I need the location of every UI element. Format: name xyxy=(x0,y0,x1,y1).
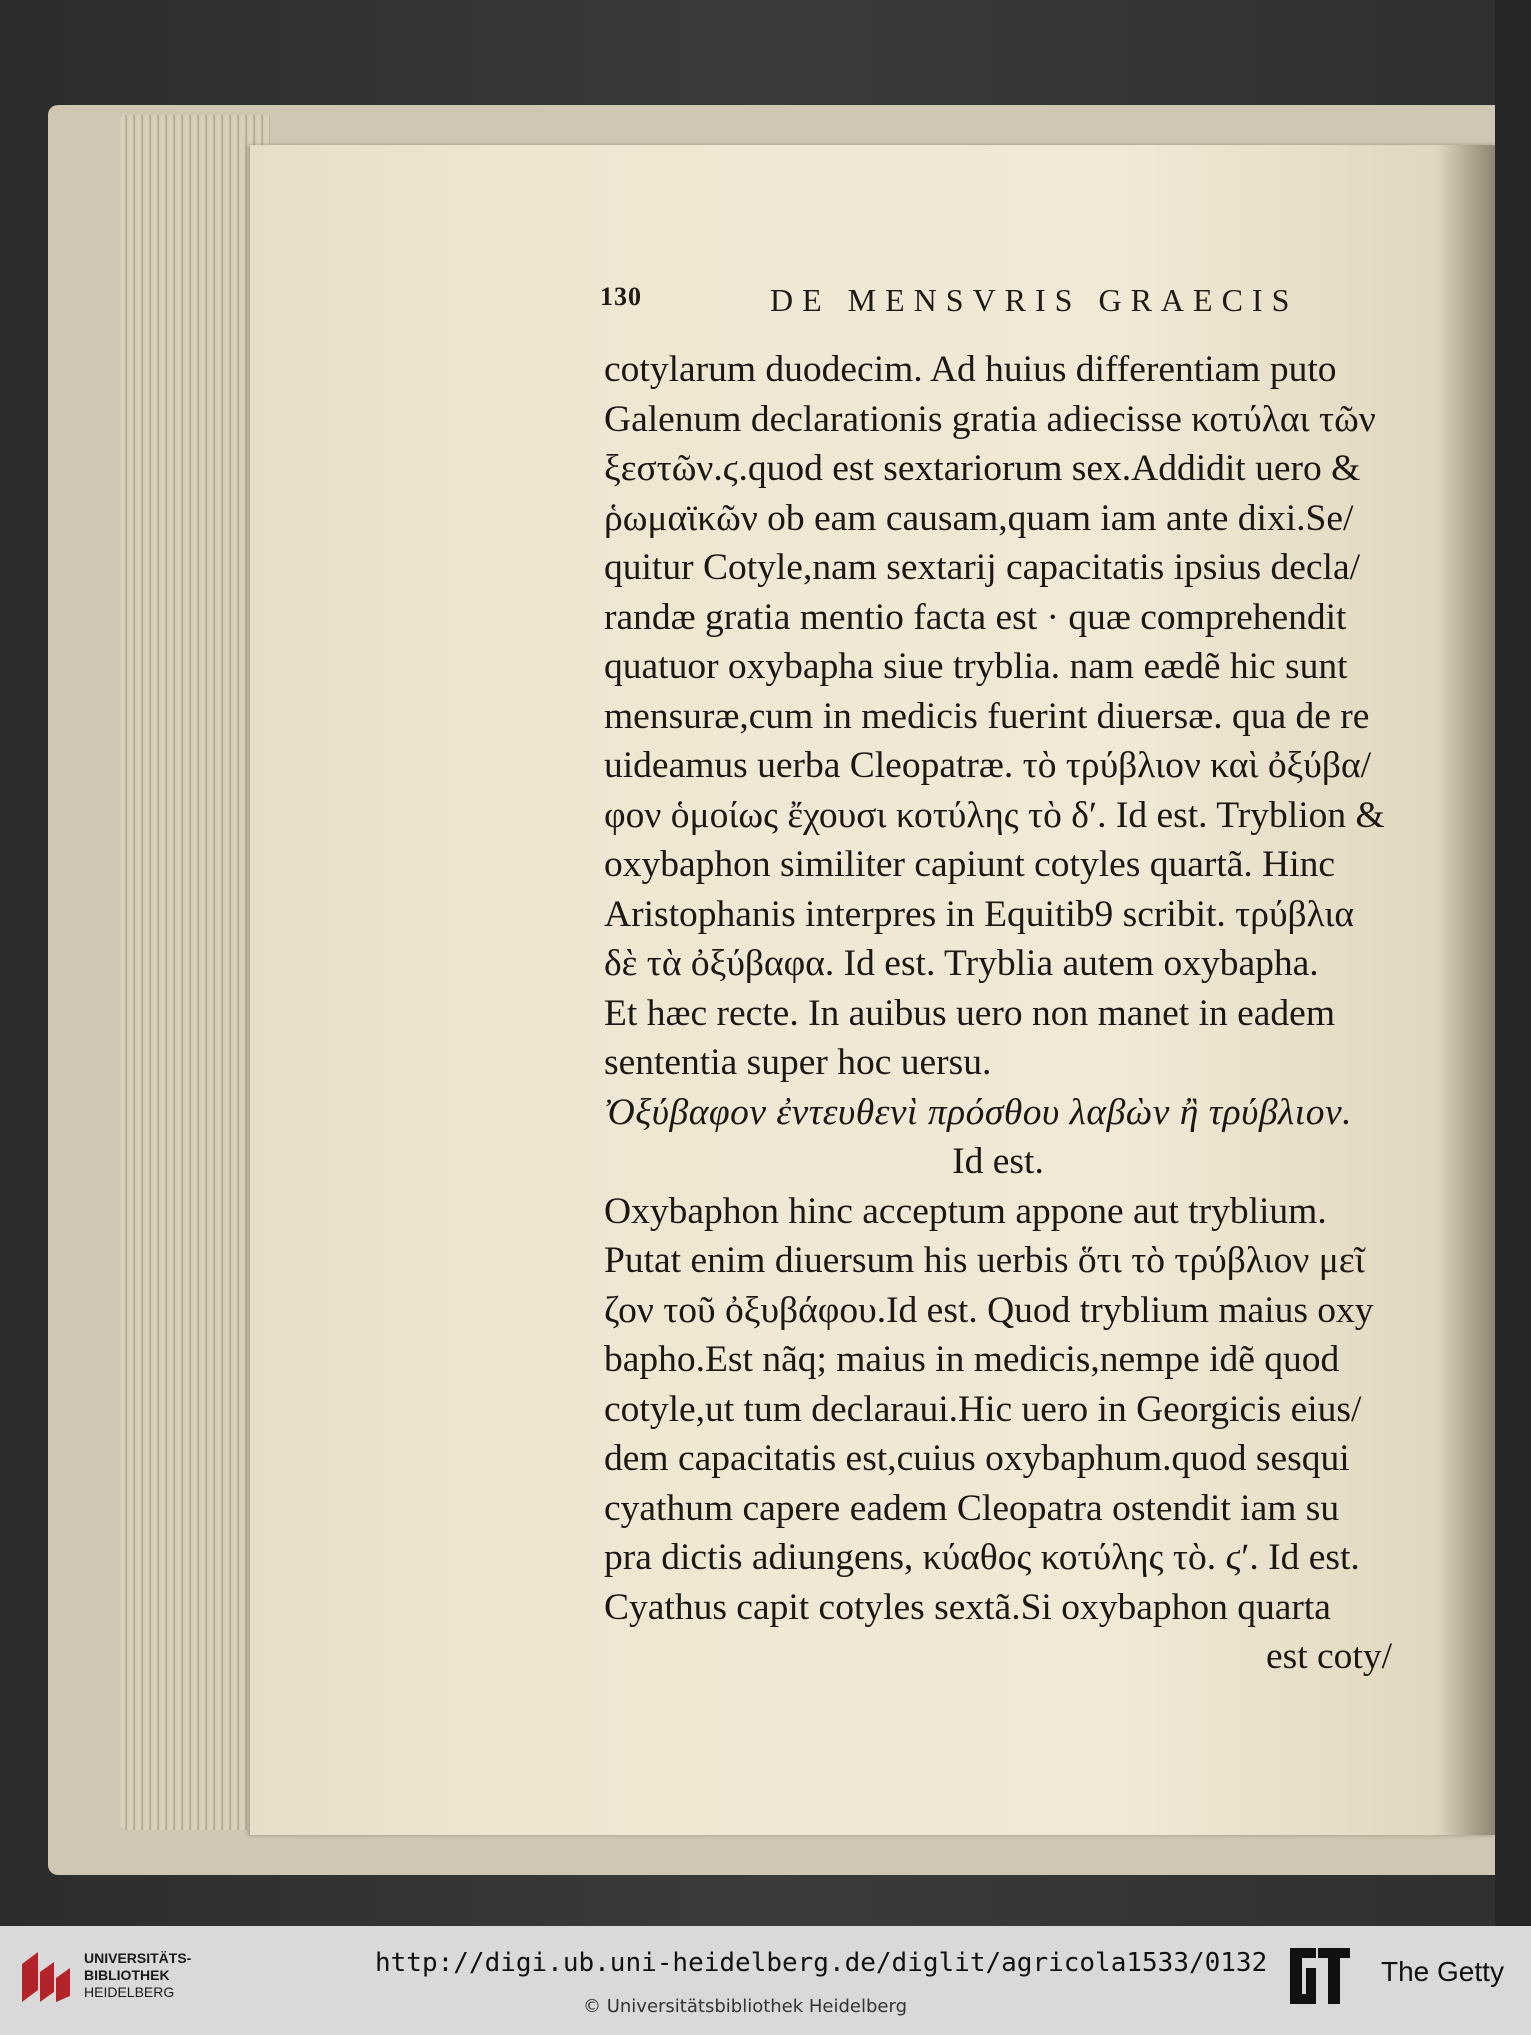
page-header xyxy=(600,282,1410,330)
text-line: Cyathus capit cotyles sextã.Si oxybaphon quarta xyxy=(604,1586,1331,1628)
text-line: ῥωμαϊκῶν ob eam causam,quam iam ante dixi.Se/ xyxy=(604,497,1354,539)
folio-number: 130 xyxy=(600,282,642,311)
text-line: Et hæc recte. In auibus uero non manet in eadem xyxy=(604,992,1335,1034)
catchword: est coty/ xyxy=(1265,1636,1392,1677)
page-edges xyxy=(120,115,270,1830)
text-line: δὲ τὰ ὀξύβαφα. Id est. Tryblia autem oxybapha. xyxy=(604,943,1319,984)
viewer-footer xyxy=(0,1926,1531,2035)
text-line: cyathum capere eadem Cleopatra ostendit iam su xyxy=(604,1487,1340,1529)
ub-heidelberg-logo-icon xyxy=(18,1948,74,2006)
text-line: bapho.Est nãq; maius in medicis,nempe idẽ quod xyxy=(604,1339,1340,1380)
text-line: oxybaphon similiter capiunt cotyles quartã. Hinc xyxy=(604,844,1336,885)
facing-page-edge xyxy=(1495,0,1531,1926)
text-line: pra dictis adiungens, κύαθος κοτύλης τὸ. ϛʹ. Id est. xyxy=(604,1537,1360,1578)
library-name-line: HEIDELBERG xyxy=(84,1984,175,2000)
text-line: ξεστῶν.ϛ.quod est sextariorum sex.Addidit uero & xyxy=(604,448,1361,489)
running-head: DE MENSVRIS GRAECIS xyxy=(770,282,1299,318)
text-line: cotyle,ut tum declaraui.Hic uero in Georgicis eius/ xyxy=(604,1388,1362,1430)
copyright-notice: © Universitätsbibliothek Heidelberg xyxy=(583,1996,908,2017)
text-line: dem capacitatis est,cuius oxybaphum.quod sesqui xyxy=(604,1438,1350,1479)
library-name-line: BIBLIOTHEK xyxy=(84,1967,170,1983)
library-logo[interactable] xyxy=(18,1944,218,2014)
getty-name[interactable]: The Getty xyxy=(1381,1956,1504,1987)
text-line-centered: Id est. xyxy=(952,1141,1044,1182)
text-line: Galenum declarationis gratia adiecisse κοτύλαι τῶν xyxy=(604,398,1376,440)
text-line: φον ὁμοίως ἔχουσι κοτύλης τὸ δʹ. Id est. Tryblion & xyxy=(604,794,1385,836)
text-line: quatuor oxybapha siue tryblia. nam eædẽ hic sunt xyxy=(604,646,1348,687)
text-line: Oxybaphon hinc acceptum appone aut tryblium. xyxy=(604,1190,1327,1232)
greek-verse-line: Ὀξύβαφον ἐντευθενὶ πρόσθου λαβὼν ἢ τρύβλιον. xyxy=(604,1091,1352,1133)
text-line: Aristophanis interpres in Equitib9 scribit. τρύβλια xyxy=(604,893,1355,935)
body-text xyxy=(604,345,1392,1682)
text-line: ζον τοῦ ὀξυβάφου.Id est. Quod tryblium maius oxy xyxy=(604,1289,1374,1331)
permalink-url[interactable]: http://digi.ub.uni-heidelberg.de/diglit/agricola1533/0132 xyxy=(375,1948,1268,1978)
gutter-shadow xyxy=(1440,145,1495,1835)
getty-logo-icon[interactable] xyxy=(1288,1944,1352,2008)
text-line: sententia super hoc uersu. xyxy=(604,1042,992,1083)
library-name-line: UNIVERSITÄTS- xyxy=(84,1950,192,1966)
text-line: cotylarum duodecim. Ad huius differentiam puto xyxy=(604,349,1337,390)
text-line: randæ gratia mentio facta est · quæ comprehendit xyxy=(604,596,1347,638)
text-line: Putat enim diuersum his uerbis ὅτι τὸ τρύβλιον μεῖ xyxy=(604,1240,1365,1281)
text-line: quitur Cotyle,nam sextarij capacitatis ipsius decla/ xyxy=(604,547,1361,588)
library-name xyxy=(84,1950,191,2001)
text-line: uideamus uerba Cleopatræ. τὸ τρύβλιον καὶ ὀξύβα/ xyxy=(604,745,1372,786)
text-line: mensuræ,cum in medicis fuerint diuersæ. qua de re xyxy=(604,695,1370,737)
